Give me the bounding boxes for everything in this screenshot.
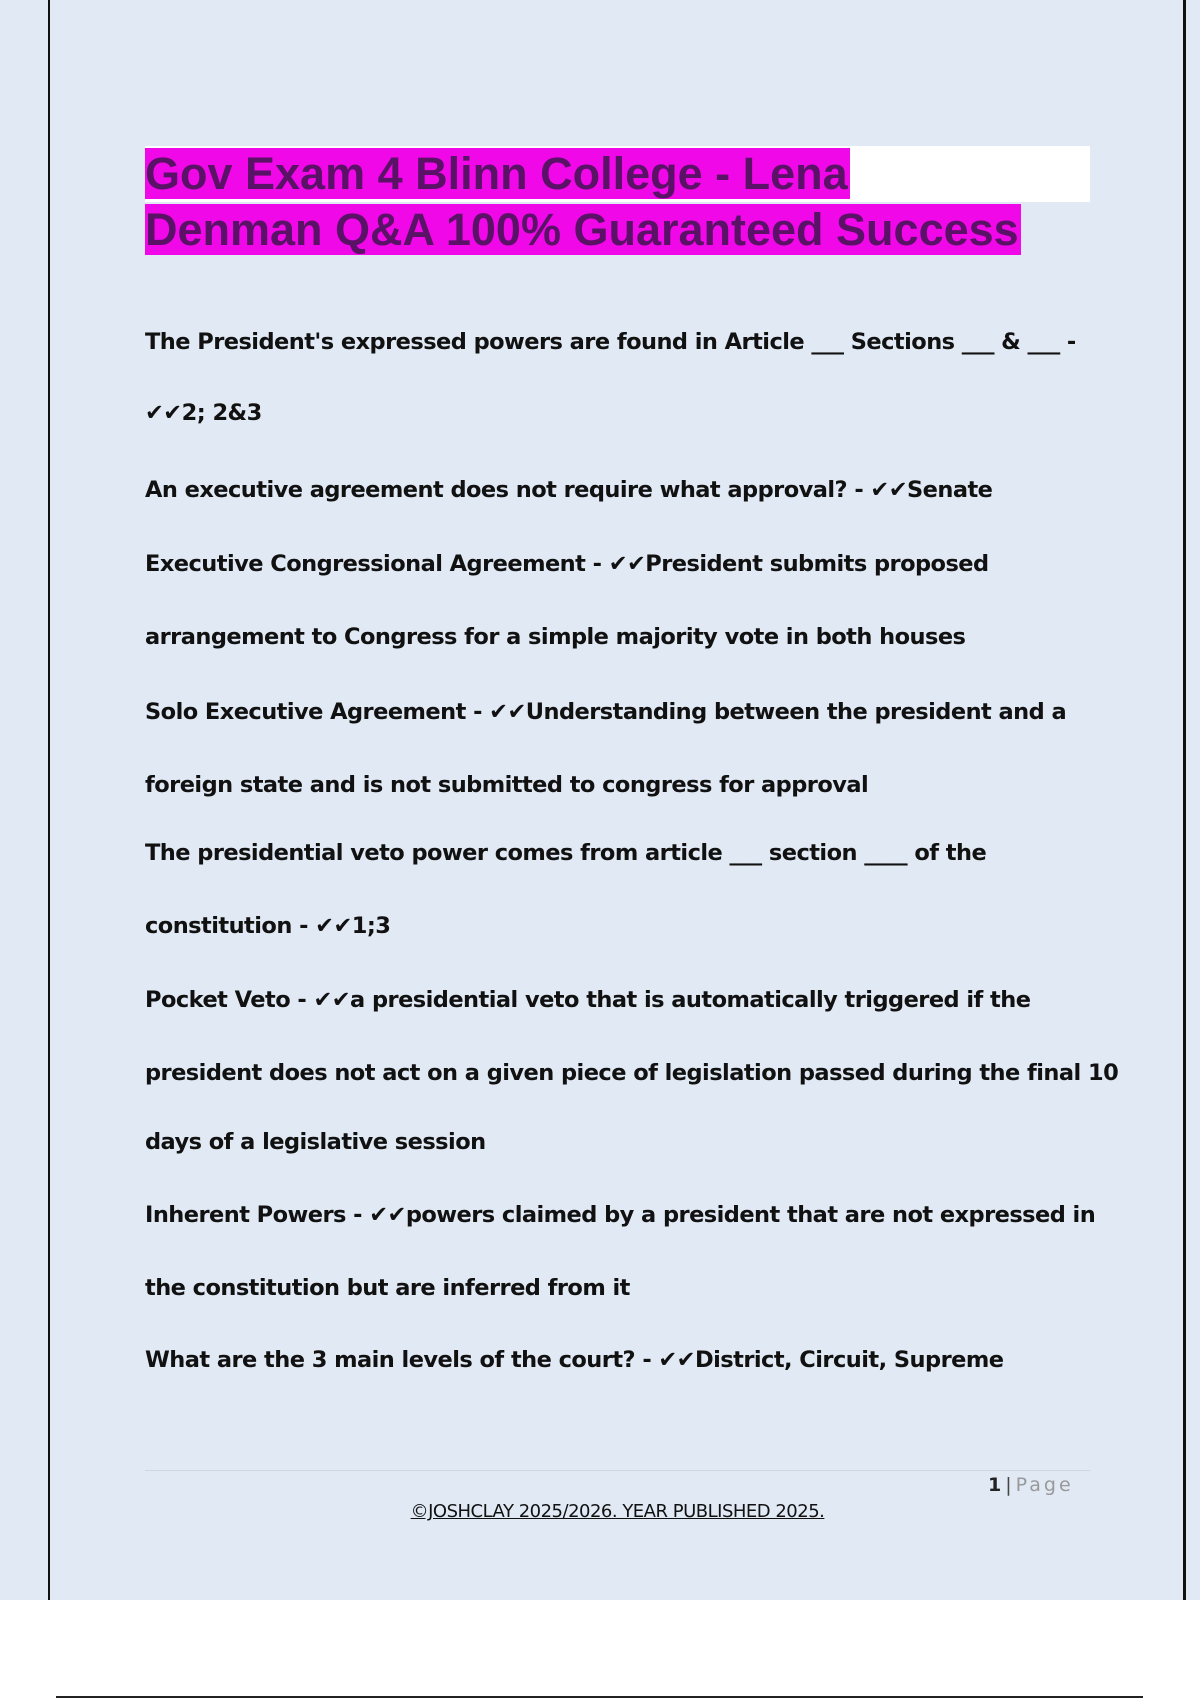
page-number-separator: | <box>1005 1474 1012 1496</box>
body-line: An executive agreement does not require what approval? - ✔✔Senate <box>145 477 993 503</box>
title-line-2-text: Denman Q&A 100% Guaranteed Success <box>145 204 1019 255</box>
body-line: arrangement to Congress for a simple majority vote in both houses <box>145 624 966 650</box>
body-line: ✔✔2; 2&3 <box>145 400 262 426</box>
body-line: Executive Congressional Agreement - ✔✔President submits proposed <box>145 551 989 577</box>
body-line: Solo Executive Agreement - ✔✔Understanding between the president and a <box>145 699 1067 725</box>
next-page-edge <box>56 1696 1143 1698</box>
body-line: The President's expressed powers are found in Article ___ Sections ___ & ___ - <box>145 329 1076 355</box>
page-number-value: 1 <box>988 1474 1002 1496</box>
body-line: The presidential veto power comes from article ___ section ____ of the <box>145 840 987 866</box>
body-line: the constitution but are inferred from it <box>145 1275 630 1301</box>
page-border-right <box>1183 0 1186 1600</box>
body-line: constitution - ✔✔1;3 <box>145 913 391 939</box>
footer-divider <box>145 1470 1090 1471</box>
title-line-1-text: Gov Exam 4 Blinn College - Lena <box>145 148 848 199</box>
page-border-left <box>48 0 50 1600</box>
copyright-notice: ©JOSHCLAY 2025/2026. YEAR PUBLISHED 2025. <box>410 1501 825 1522</box>
body-line: president does not act on a given piece of legislation passed during the final 10 <box>145 1060 1119 1086</box>
body-line: Inherent Powers - ✔✔powers claimed by a president that are not expressed in <box>145 1202 1096 1228</box>
title-line-1 <box>145 146 1090 202</box>
document-title <box>145 146 1090 258</box>
page-number-label: Page <box>1015 1474 1074 1496</box>
body-line: What are the 3 main levels of the court? - ✔✔District, Circuit, Supreme <box>145 1347 1004 1373</box>
page-number <box>988 1474 1074 1496</box>
body-line: days of a legislative session <box>145 1129 486 1155</box>
title-line-2 <box>145 202 1090 258</box>
body-line: Pocket Veto - ✔✔a presidential veto that is automatically triggered if the <box>145 987 1031 1013</box>
body-line: foreign state and is not submitted to congress for approval <box>145 772 869 798</box>
